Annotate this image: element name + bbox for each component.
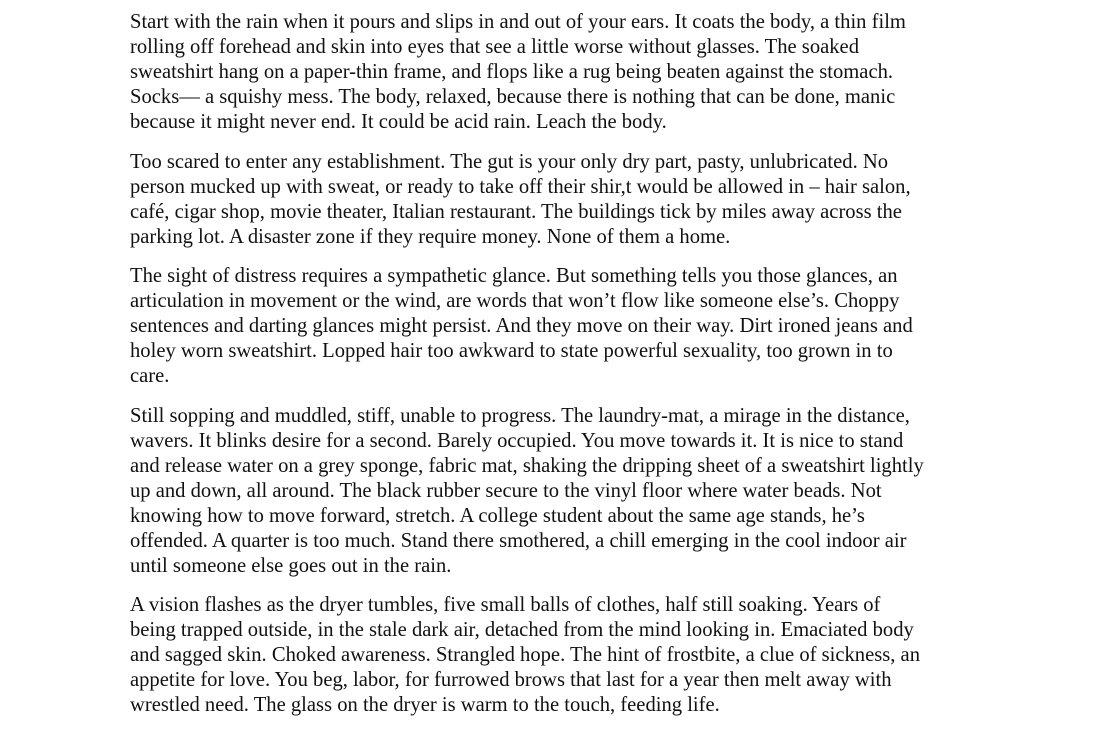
text-line: appetite for love. You beg, labor, for furrowed brows that last for a year then melt away with [130, 669, 892, 691]
text-line: rolling off forehead and skin into eyes that see a little worse without glasses. The soaked [130, 36, 859, 58]
text-line: Start with the rain when it pours and slips in and out of your ears. It coats the body, a thin film [130, 11, 906, 33]
text-line: until someone else goes out in the rain. [130, 554, 452, 577]
text-line: and release water on a grey sponge, fabric mat, shaking the dripping sheet of a sweatshirt lightly [130, 454, 924, 477]
text-line: café, cigar shop, movie theater, Italian restaurant. The buildings tick by miles away across the [130, 200, 902, 223]
text-line: Too scared to enter any establishment. The gut is your only dry part, pasty, unlubricated. No [130, 150, 889, 173]
paragraph-1 [130, 10, 970, 135]
text-line: up and down, all around. The black rubber secure to the vinyl floor where water beads. Not [130, 479, 882, 502]
text-line: knowing how to move forward, stretch. A college student about the same age stands, he’s [130, 504, 865, 527]
text-line: offended. A quarter is too much. Stand there smothered, a chill emerging in the cool indoor air [130, 529, 907, 552]
paragraph-2 [130, 150, 970, 250]
text-line: Socks— a squishy mess. The body, relaxed, because there is nothing that can be done, manic [130, 86, 896, 108]
text-line: sweatshirt hang on a paper-thin frame, and flops like a rug being beaten against the stomach. [130, 61, 894, 83]
text-line: articulation in movement or the wind, are words that won’t flow like someone else’s. Choppy [130, 290, 900, 312]
text-line: care. [130, 365, 170, 387]
text-line: wavers. It blinks desire for a second. Barely occupied. You move towards it. It is nice to stand [130, 429, 904, 452]
text-line: sentences and darting glances might persist. And they move on their way. Dirt ironed jeans and [130, 315, 913, 337]
text-line: person mucked up with sweat, or ready to take off their shir,t would be allowed in – hair salon, [130, 175, 911, 198]
paragraph-4 [130, 404, 970, 579]
text-line: and sagged skin. Choked awareness. Strangled hope. The hint of frostbite, a clue of sickness, an [130, 644, 920, 666]
paragraph-3 [130, 264, 970, 389]
paragraph-5 [130, 593, 970, 718]
text-line: parking lot. A disaster zone if they require money. None of them a home. [130, 225, 731, 248]
text-line: The sight of distress requires a sympathetic glance. But something tells you those glances, an [130, 265, 898, 287]
text-line: A vision flashes as the dryer tumbles, five small balls of clothes, half still soaking. Years of [130, 594, 881, 616]
text-line: holey worn sweatshirt. Lopped hair too awkward to state powerful sexuality, too grown in to [130, 340, 893, 362]
text-line: being trapped outside, in the stale dark air, detached from the mind looking in. Emaciated body [130, 619, 914, 641]
text-line: wrestled need. The glass on the dryer is warm to the touch, feeding life. [130, 694, 720, 716]
text-line: because it might never end. It could be acid rain. Leach the body. [130, 111, 667, 133]
text-line: Still sopping and muddled, stiff, unable to progress. The laundry-mat, a mirage in the distance, [130, 404, 910, 427]
document-page [130, 10, 970, 733]
